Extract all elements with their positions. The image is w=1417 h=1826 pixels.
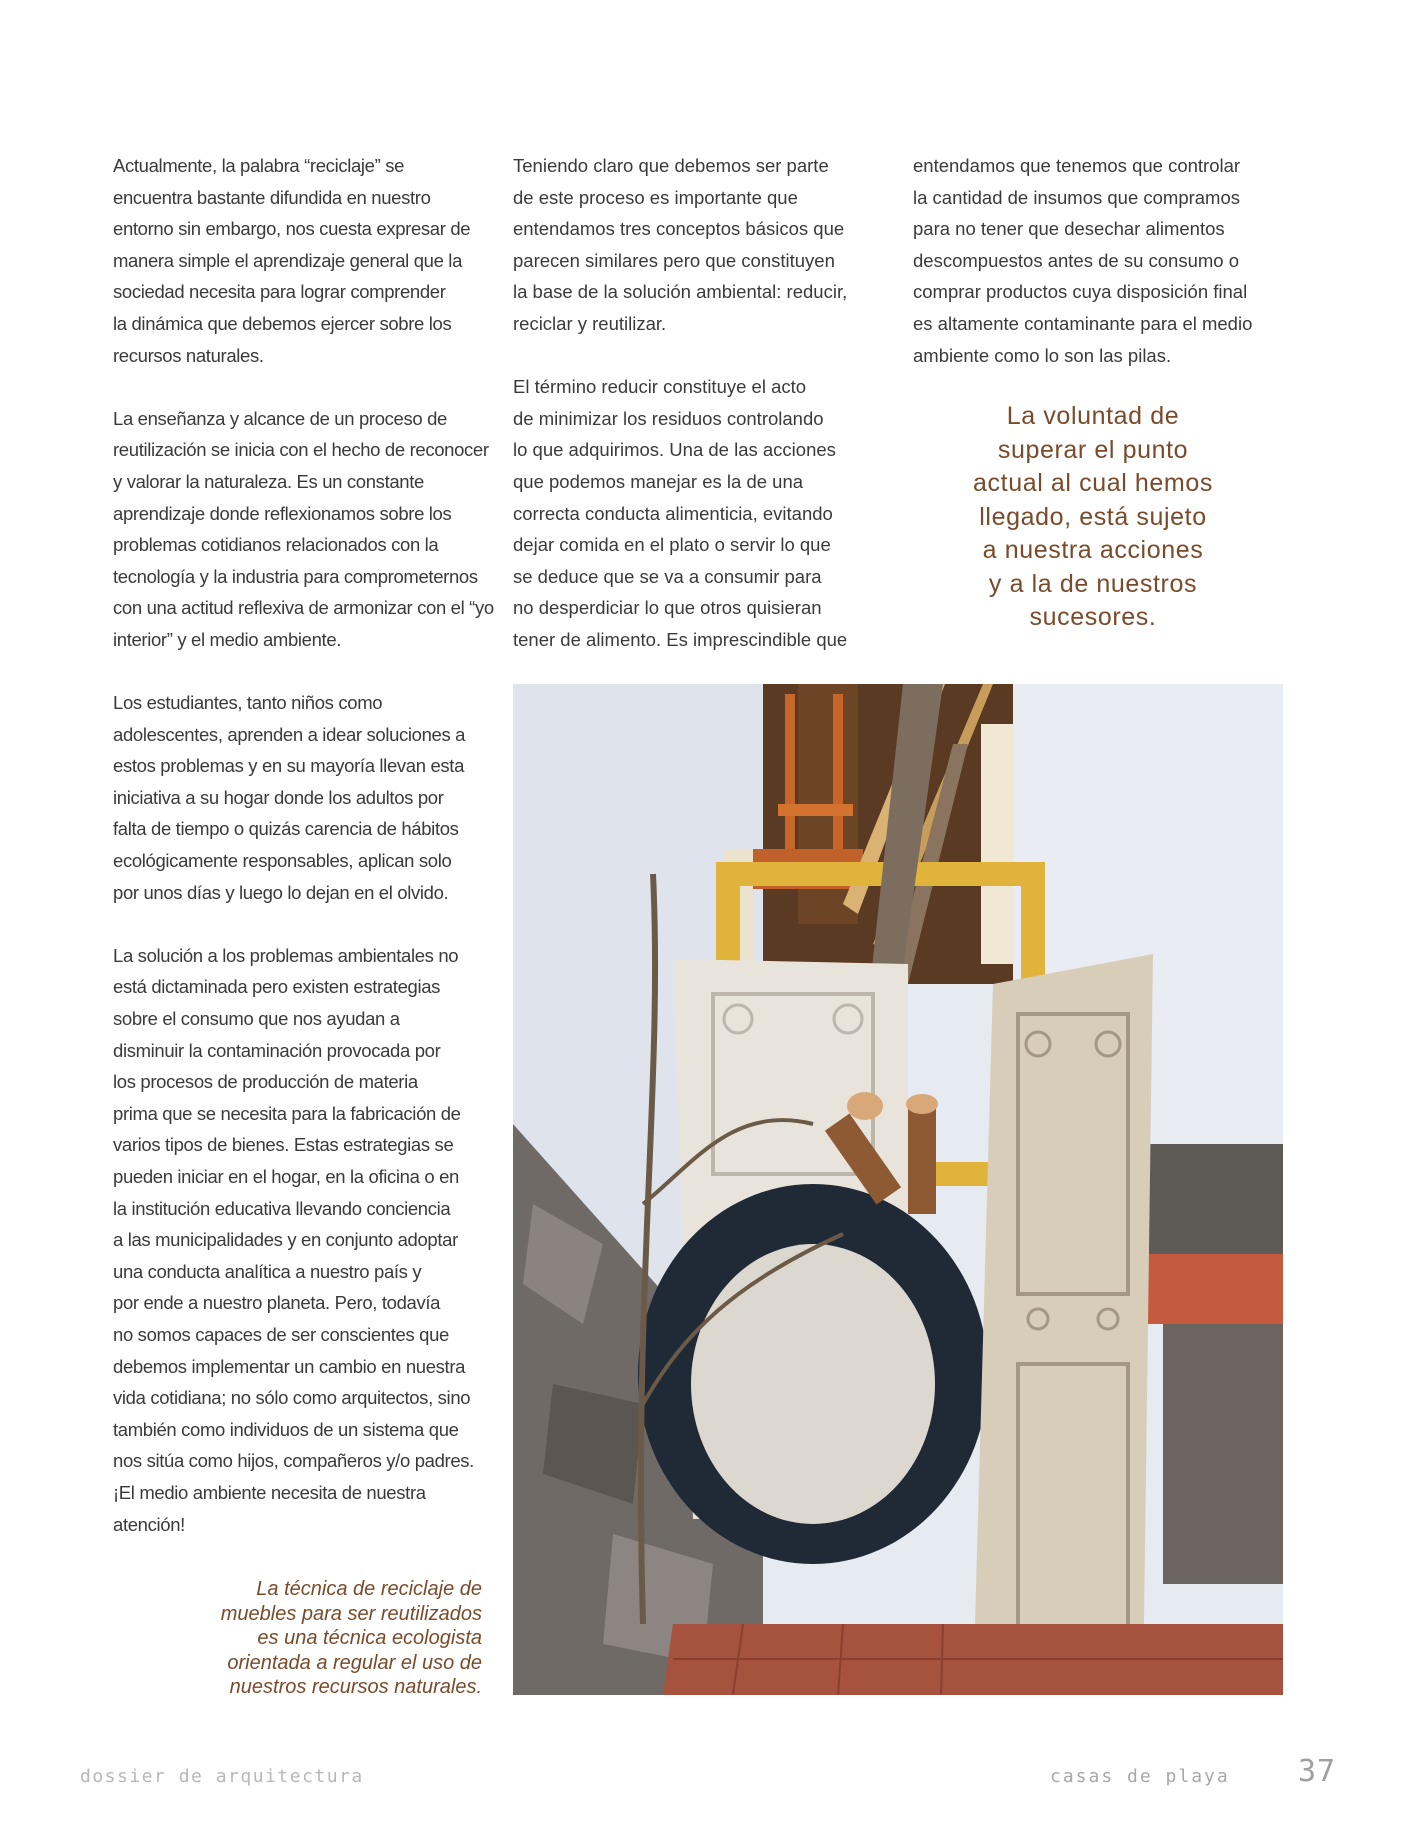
text-line: ambiente como lo son las pilas.	[913, 344, 1172, 366]
text-line: también como individuos de un sistema que	[113, 1418, 459, 1440]
text-line: actual al cual hemos	[973, 469, 1213, 497]
text-line: Teniendo claro que debemos ser parte	[513, 155, 829, 176]
text-line: la base de la solución ambiental: reducir,	[513, 281, 848, 303]
text-line: parecen similares pero que constituyen	[513, 249, 835, 271]
text-line: la dinámica que debemos ejercer sobre los	[113, 312, 452, 334]
text-line: no somos capaces de ser conscientes que	[113, 1323, 449, 1345]
text-line: orientada a regular el uso de	[227, 1651, 482, 1674]
text-line: La técnica de reciclaje de	[256, 1578, 482, 1600]
page-number: 37	[1298, 1754, 1337, 1789]
text-line: y a la de nuestros	[988, 569, 1198, 598]
text-line: de minimizar los residuos controlando	[513, 407, 824, 429]
text-line: pueden iniciar en el hogar, en la oficina o en	[113, 1166, 459, 1187]
text-line: los procesos de producción de materia	[113, 1071, 418, 1093]
text-line: debemos implementar un cambio en nuestra	[113, 1355, 466, 1377]
text-line: entorno sin embargo, nos cuesta expresar de	[113, 218, 471, 240]
text-line: La solución a los problemas ambientales no	[113, 944, 459, 966]
text-line: por ende a nuestro planeta. Pero, todavía	[113, 1292, 441, 1314]
pull-quote	[913, 400, 1273, 635]
text-line: aprendizaje donde reflexionamos sobre los	[113, 502, 452, 524]
text-line: y valorar la naturaleza. Es un constante	[113, 470, 424, 492]
photo-caption	[113, 1577, 482, 1700]
text-line: entendamos tres conceptos básicos que	[513, 218, 845, 240]
text-line: prima que se necesita para la fabricación de	[113, 1102, 461, 1124]
text-line: interior” y el medio ambiente.	[113, 628, 342, 650]
text-line: varios tipos de bienes. Estas estrategias se	[113, 1134, 454, 1156]
text-line: comprar productos cuya disposición final	[913, 281, 1248, 303]
text-line: problemas cotidianos relacionados con la	[113, 534, 439, 556]
text-line: que podemos manejar es la de una	[513, 470, 804, 492]
text-line: recursos naturales.	[113, 344, 264, 366]
text-line: Los estudiantes, tanto niños como	[113, 692, 383, 714]
text-line: tener de alimento. Es imprescindible que	[513, 628, 848, 650]
text-line: estos problemas y en su mayoría llevan esta	[113, 755, 465, 777]
text-line: una conducta analítica a nuestro país y	[113, 1260, 422, 1282]
text-line: nuestros recursos naturales.	[229, 1676, 482, 1698]
text-line: encuentra bastante difundida en nuestro	[113, 186, 431, 208]
text-line: sucesores.	[1029, 603, 1157, 631]
text-line: está dictaminada pero existen estrategias	[113, 976, 441, 998]
text-line: El término reducir constituye el acto	[513, 376, 807, 398]
text-line: manera simple el aprendizaje general que la	[113, 249, 463, 271]
text-line: con una actitud reflexiva de armonizar con el “yo	[113, 597, 494, 619]
text-line: ecológicamente responsables, aplican solo	[113, 850, 452, 872]
text-line: Actualmente, la palabra “reciclaje” se	[113, 155, 405, 176]
body-paragraph	[513, 371, 873, 655]
text-line: no desperdiciar lo que otros quisieran	[513, 597, 822, 619]
body-paragraph	[113, 940, 493, 1540]
text-line: reutilización se inicia con el hecho de reconocer	[113, 439, 489, 461]
text-line: a nuestra acciones	[982, 536, 1204, 564]
text-line: la institución educativa llevando conciencia	[113, 1197, 451, 1219]
text-column-1	[113, 150, 493, 1572]
body-paragraph	[913, 150, 1293, 371]
text-line: sobre el consumo que nos ayudan a	[113, 1008, 400, 1030]
body-paragraph	[113, 150, 493, 371]
text-line: adolescentes, aprenden a idear soluciones a	[113, 723, 466, 745]
text-line: atención!	[113, 1513, 185, 1535]
text-line: nos sitúa como hijos, compañeros y/o padres.	[113, 1450, 474, 1472]
body-paragraph	[513, 150, 873, 340]
text-line: la cantidad de insumos que compramos	[913, 186, 1241, 208]
text-line: La voluntad de	[1006, 402, 1180, 430]
text-line: llegado, está sujeto	[979, 502, 1207, 531]
text-line: sociedad necesita para lograr comprender	[113, 281, 446, 303]
text-line: para no tener que desechar alimentos	[913, 218, 1225, 240]
text-line: a las municipalidades y en conjunto adoptar	[113, 1229, 458, 1251]
footer-section-name: casas de playa	[1050, 1766, 1230, 1787]
recycled-furniture-photo	[513, 684, 1283, 1695]
body-paragraph	[113, 687, 493, 908]
text-line: es altamente contaminante para el medio	[913, 312, 1253, 334]
text-line: reciclar y reutilizar.	[513, 312, 667, 334]
text-line: ¡El medio ambiente necesita de nuestra	[113, 1481, 426, 1503]
text-line: descompuestos antes de su consumo o	[913, 249, 1239, 271]
text-line: dejar comida en el plato o servir lo que	[513, 534, 831, 556]
text-line: superar el punto	[997, 435, 1189, 464]
text-line: tecnología y la industria para comprometernos	[113, 565, 478, 587]
text-line: lo que adquirimos. Una de las acciones	[513, 439, 836, 461]
footer-publication-name: dossier de arquitectura	[80, 1766, 364, 1787]
text-line: vida cotidiana; no sólo como arquitectos, sino	[113, 1387, 471, 1409]
text-column-2	[513, 150, 873, 687]
text-line: iniciativa a su hogar donde los adultos por	[113, 786, 444, 808]
text-line: por unos días y luego lo dejan en el olvido.	[113, 881, 449, 903]
text-line: La enseñanza y alcance de un proceso de	[113, 407, 447, 429]
text-line: de este proceso es importante que	[513, 186, 798, 208]
text-line: correcta conducta alimenticia, evitando	[513, 502, 833, 524]
text-column-3	[913, 150, 1293, 403]
text-line: muebles para ser reutilizados	[220, 1602, 482, 1625]
text-line: es una técnica ecologista	[257, 1627, 482, 1649]
text-line: falta de tiempo o quizás carencia de hábitos	[113, 818, 459, 840]
text-line: se deduce que se va a consumir para	[513, 565, 822, 587]
text-line: entendamos que tenemos que controlar	[913, 155, 1241, 176]
body-paragraph	[113, 403, 493, 656]
text-line: disminuir la contaminación provocada por	[113, 1039, 441, 1061]
